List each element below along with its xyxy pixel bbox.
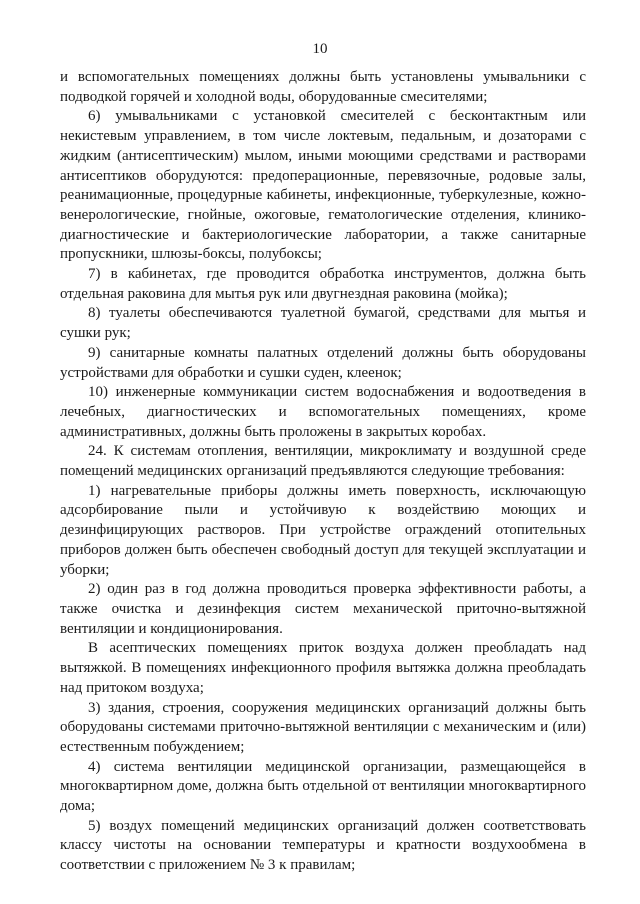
paragraph-item-7-instrument-rooms: 7) в кабинетах, где проводится обработка инструментов, должна быть отдельная раковина для мытья рук или двугнездная раковина (мойка);: [60, 266, 586, 302]
paragraph-item-5-air-purity-class: 5) воздух помещений медицинских организаций должен соответствовать классу чистоты на основании температуры и кратности воздухообмена в соответствии с приложением № 3 к правилам;: [60, 817, 586, 874]
paragraph-item-3-buildings-ventilation: 3) здания, строения, сооружения медицинских организаций должны быть оборудованы системами приточно-вытяжной вентиляции с механическим и (или) естественным побуждением;: [60, 699, 586, 755]
paragraph-item-8-toilets: 8) туалеты обеспечиваются туалетной бумагой, средствами для мытья и сушки рук;: [60, 305, 586, 342]
paragraph-continuation-washbasins: и вспомогательных помещениях должны быть установлены умывальники с подводкой горячей и холодной воды, оборудованные смесителями;: [60, 69, 586, 105]
page-number: 10: [312, 41, 328, 57]
paragraph-item-4-apartment-ventilation: 4) система вентиляции медицинской организации, размещающейся в многоквартирном доме, должна быть отдельной от вентиляции многоквартирного дома;: [60, 758, 586, 815]
paragraph-item-9-sanitary-rooms: 9) санитарные комнаты палатных отделений должны быть оборудованы устройствами для обработки и сушки суден, клеенок;: [60, 344, 586, 381]
document-body: [60, 68, 586, 876]
paragraph-item-2-ventilation-check: 2) один раз в год должна проводиться проверка эффективности работы, а также очистка и дезинфекция систем механической приточно-вытяжной вентиляции и кондиционирования.: [60, 581, 586, 637]
paragraph-section-24-heading: 24. К системам отопления, вентиляции, микроклимату и воздушной среде помещений медицинских организаций предъявляются следующие требования:: [60, 443, 586, 480]
paragraph-item-6-washbasin-mixers: 6) умывальниками с установкой смесителей с бесконтактным или некистевым управлением, в том числе локтевым, педальным, и дозаторами с жидким (антисептическим) мылом, иными моющими средствами и растворами антисептиков оборудуются: предоперационные, перевязочные, родовые залы, реанимационные, процедурные кабинеты, инфекционные, туберкулезные, кожно-венерологические, гнойные, ожоговые, гематологические отделения, клинико-диагностические и бактериологические лаборатории, а также санитарные пропускники, шлюзы-боксы, полубоксы;: [60, 108, 586, 263]
paragraph-aseptic-rooms: В асептических помещениях приток воздуха должен преобладать над вытяжкой. В помещениях инфекционного профиля вытяжка должна преобладать над притоком воздуха;: [60, 640, 586, 696]
paragraph-item-10-engineering-communications: 10) инженерные коммуникации систем водоснабжения и водоотведения в лечебных, диагностических и вспомогательных помещениях, кроме административных, должны быть проложены в закрытых коробах.: [60, 384, 586, 440]
paragraph-item-1-heating-devices: 1) нагревательные приборы должны иметь поверхность, исключающую адсорбирование пыли и устойчивую к воздействию моющих и дезинфицирующих растворов. При устройстве ограждений отопительных приборов должен быть обеспечен свободный доступ для текущей эксплуатации и уборки;: [60, 482, 586, 578]
